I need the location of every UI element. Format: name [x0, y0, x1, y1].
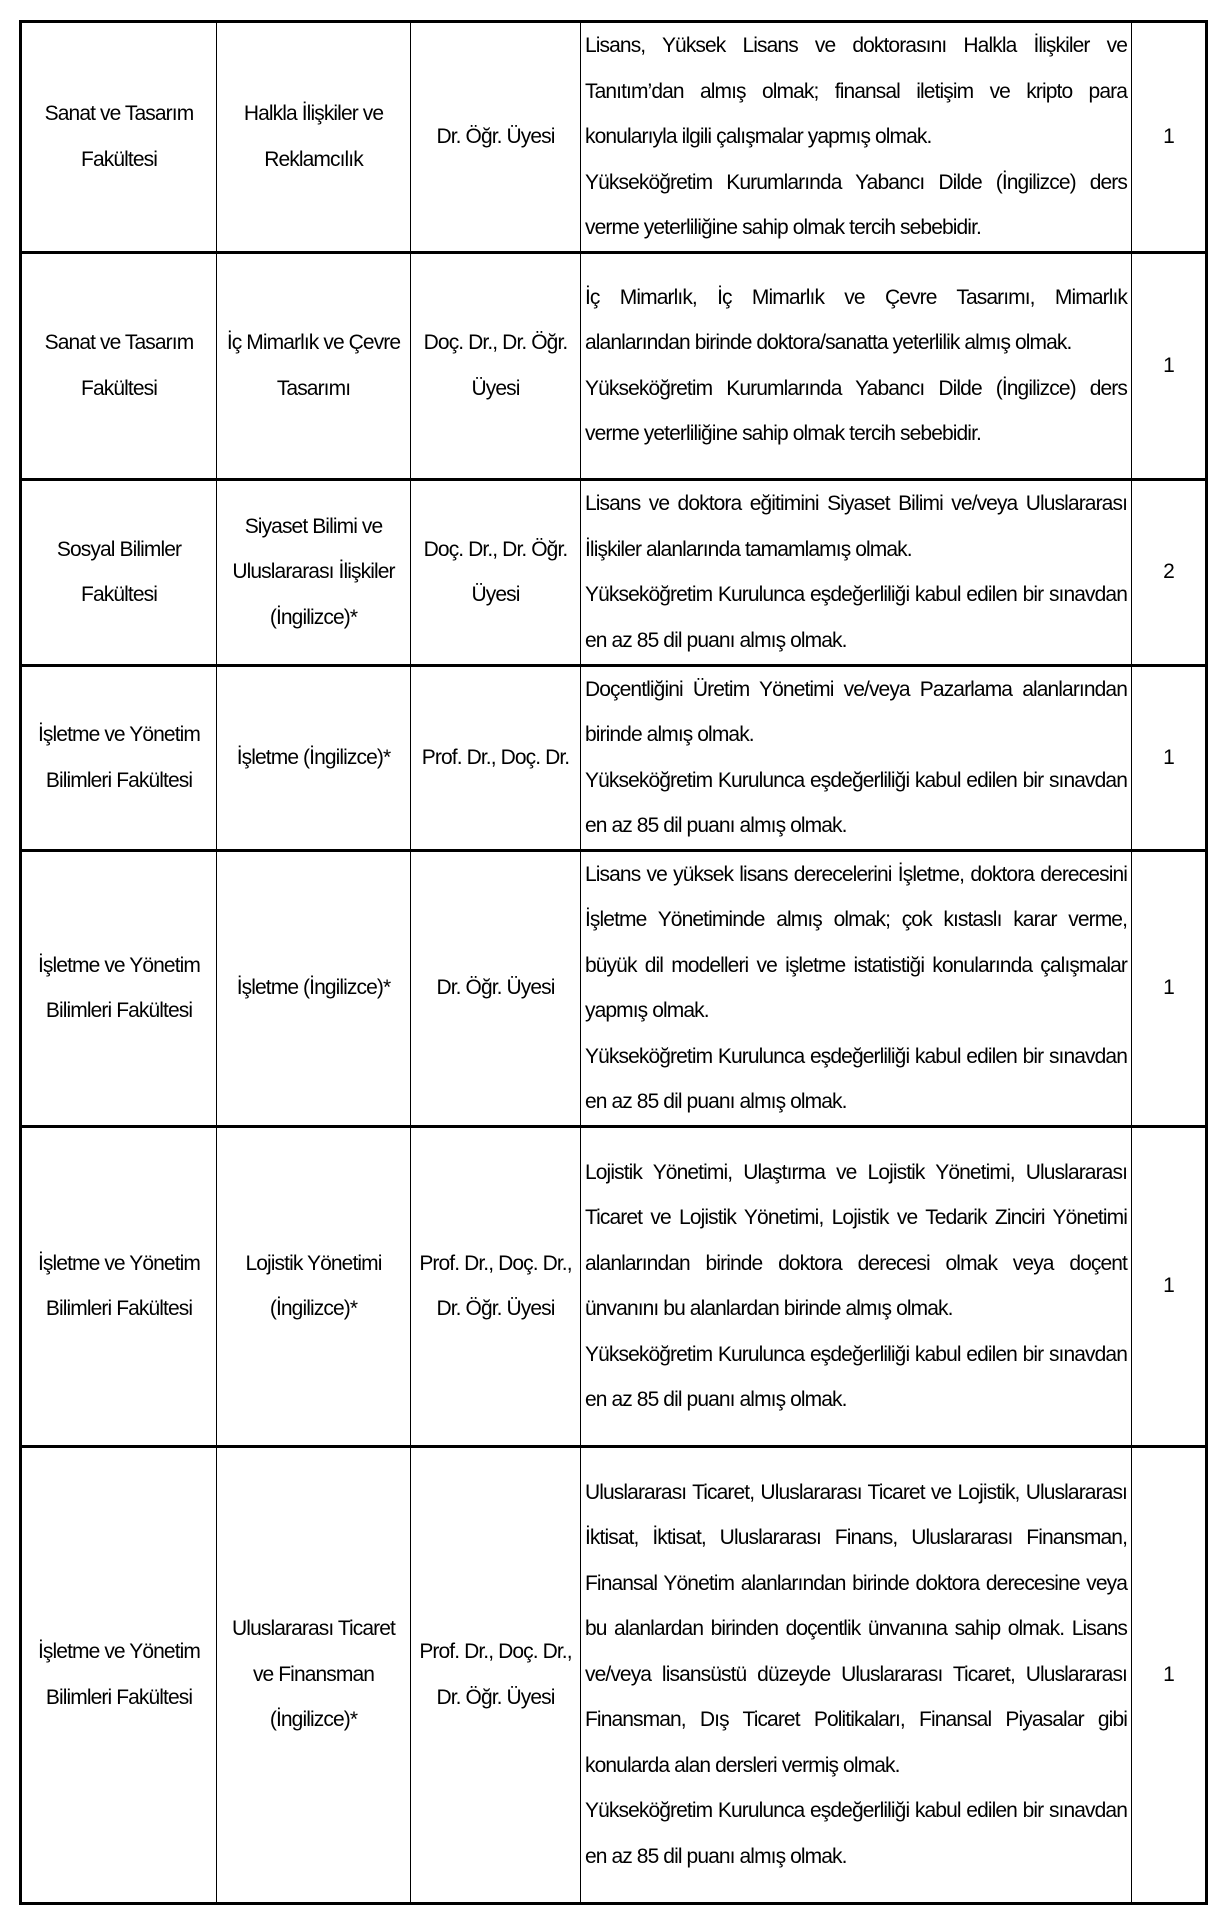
count-cell: 1	[1132, 252, 1207, 479]
requirement-text: Doçentliğini Üretim Yönetimi ve/veya Pazarlama alanlarından birinde almış olmak.	[585, 677, 1127, 746]
department-cell: Siyaset Bilimi ve Uluslararası İlişkiler (İngilizce)*	[217, 479, 411, 665]
count-cell: 1	[1132, 1126, 1207, 1446]
requirements-cell	[581, 22, 1132, 253]
faculty-cell: İşletme ve Yönetim Bilimleri Fakültesi	[21, 1126, 217, 1446]
title-cell: Doç. Dr., Dr. Öğr. Üyesi	[411, 252, 581, 479]
requirements-cell	[581, 665, 1132, 850]
table-row	[21, 850, 1207, 1126]
department-cell: İşletme (İngilizce)*	[217, 665, 411, 850]
requirements-cell	[581, 850, 1132, 1126]
requirement-text: Lisans ve doktora eğitimini Siyaset Bilimi ve/veya Uluslararası İlişkiler alanlarında tamamlamış olmak.	[585, 492, 1127, 561]
language-requirement-text: Yükseköğretim Kurulunca eşdeğerliliği kabul edilen bir sınavdan en az 85 dil puanı almış olmak.	[585, 1799, 1127, 1868]
faculty-cell: İşletme ve Yönetim Bilimleri Fakültesi	[21, 850, 217, 1126]
title-cell: Prof. Dr., Doç. Dr., Dr. Öğr. Üyesi	[411, 1446, 581, 1903]
title-cell: Doç. Dr., Dr. Öğr. Üyesi	[411, 479, 581, 665]
language-requirement-text: Yükseköğretim Kurulunca eşdeğerliliği kabul edilen bir sınavdan en az 85 dil puanı almış olmak.	[585, 768, 1127, 837]
requirement-text: Uluslararası Ticaret, Uluslararası Ticaret ve Lojistik, Uluslararası İktisat, İktisat, Uluslararası Finans, Uluslararası Finansman, Finansal Yönetim alanlarından birinde doktora derecesine veya bu alanlardan birinden doçentlik ünvanına sahip olmak. Lisans ve/veya lisansüstü düzeyde Uluslararası Ticaret, Uluslararası Finansman, Dış Ticaret Politikaları, Finansal Piyasalar gibi konularda alan dersleri vermiş olmak.	[585, 1480, 1127, 1777]
language-requirement-text: Yükseköğretim Kurulunca eşdeğerliliği kabul edilen bir sınavdan en az 85 dil puanı almış olmak.	[585, 1044, 1127, 1113]
requirements-cell	[581, 1126, 1132, 1446]
department-cell: Uluslararası Ticaret ve Finansman (İngilizce)*	[217, 1446, 411, 1903]
title-cell: Dr. Öğr. Üyesi	[411, 850, 581, 1126]
faculty-cell: Sosyal Bilimler Fakültesi	[21, 479, 217, 665]
language-requirement-text: Yükseköğretim Kurumlarında Yabancı Dilde (İngilizce) ders verme yeterliliğine sahip olmak tercih sebebidir.	[585, 170, 1127, 239]
requirements-cell	[581, 1446, 1132, 1903]
language-requirement-text: Yükseköğretim Kurumlarında Yabancı Dilde (İngilizce) ders verme yeterliliğine sahip olmak tercih sebebidir.	[585, 376, 1127, 445]
faculty-cell: Sanat ve Tasarım Fakültesi	[21, 252, 217, 479]
count-cell: 1	[1132, 1446, 1207, 1903]
requirement-text: İç Mimarlık, İç Mimarlık ve Çevre Tasarımı, Mimarlık alanlarından birinde doktora/sanatta yeterlilik almış olmak.	[585, 285, 1127, 354]
faculty-cell: İşletme ve Yönetim Bilimleri Fakültesi	[21, 665, 217, 850]
positions-table	[19, 20, 1208, 1905]
table-row	[21, 22, 1207, 253]
requirement-text: Lisans, Yüksek Lisans ve doktorasını Halkla İlişkiler ve Tanıtım’dan almış olmak; finansal iletişim ve kripto para konularıyla ilgili çalışmalar yapmış olmak.	[585, 34, 1127, 148]
count-cell: 1	[1132, 665, 1207, 850]
language-requirement-text: Yükseköğretim Kurulunca eşdeğerliliği kabul edilen bir sınavdan en az 85 dil puanı almış olmak.	[585, 1342, 1127, 1411]
table-row	[21, 252, 1207, 479]
requirements-cell	[581, 252, 1132, 479]
requirements-cell	[581, 479, 1132, 665]
requirement-text: Lojistik Yönetimi, Ulaştırma ve Lojistik Yönetimi, Uluslararası Ticaret ve Lojistik Yönetimi, Lojistik ve Tedarik Zinciri Yönetimi alanlarından birinde doktora derecesi olmak veya doçent ünvanını bu alanlardan birinde almış olmak.	[585, 1160, 1127, 1320]
table-row	[21, 479, 1207, 665]
faculty-cell: İşletme ve Yönetim Bilimleri Fakültesi	[21, 1446, 217, 1903]
department-cell: İşletme (İngilizce)*	[217, 850, 411, 1126]
table-row	[21, 1126, 1207, 1446]
requirement-text: Lisans ve yüksek lisans derecelerini İşletme, doktora derecesini İşletme Yönetiminde almış olmak; çok kıstaslı karar verme, büyük dil modelleri ve işletme istatistiği konularında çalışmalar yapmış olmak.	[585, 862, 1127, 1022]
department-cell: İç Mimarlık ve Çevre Tasarımı	[217, 252, 411, 479]
language-requirement-text: Yükseköğretim Kurulunca eşdeğerliliği kabul edilen bir sınavdan en az 85 dil puanı almış olmak.	[585, 583, 1127, 652]
count-cell: 2	[1132, 479, 1207, 665]
table-row	[21, 1446, 1207, 1903]
department-cell: Lojistik Yönetimi (İngilizce)*	[217, 1126, 411, 1446]
title-cell: Dr. Öğr. Üyesi	[411, 22, 581, 253]
table-row	[21, 665, 1207, 850]
faculty-cell: Sanat ve Tasarım Fakültesi	[21, 22, 217, 253]
count-cell: 1	[1132, 850, 1207, 1126]
count-cell: 1	[1132, 22, 1207, 253]
title-cell: Prof. Dr., Doç. Dr., Dr. Öğr. Üyesi	[411, 1126, 581, 1446]
department-cell: Halkla İlişkiler ve Reklamcılık	[217, 22, 411, 253]
title-cell: Prof. Dr., Doç. Dr.	[411, 665, 581, 850]
